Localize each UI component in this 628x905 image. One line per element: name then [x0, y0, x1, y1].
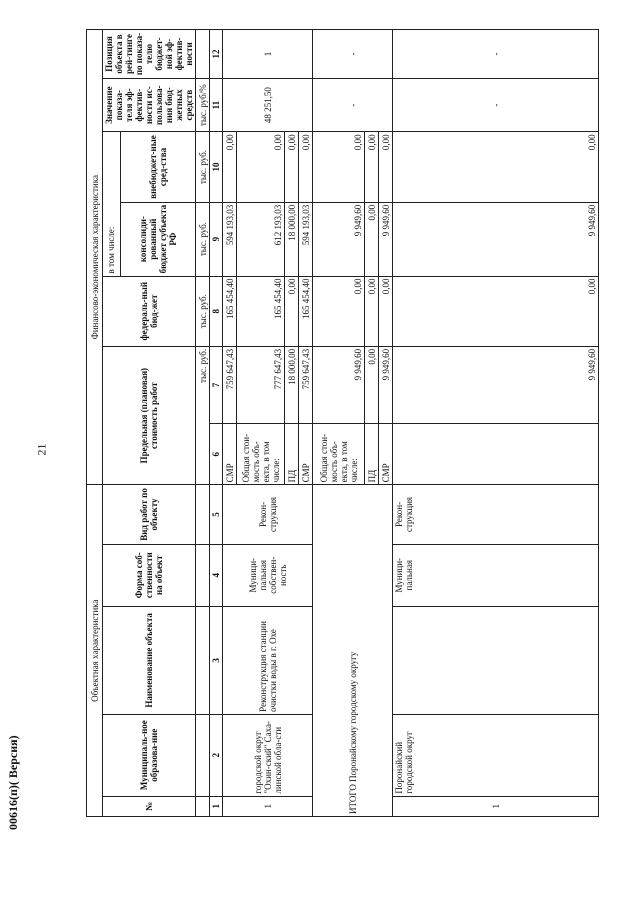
colnum: 8 [210, 276, 223, 346]
header-federal: федераль-ный бюд-жет [103, 276, 196, 346]
line-regional: 9 949,60 [313, 202, 365, 276]
header-cost: Предельная (плановая) стоимость работ [103, 346, 196, 485]
page-number: 21 [34, 443, 49, 456]
row-work-type: Рекон-струкция [393, 485, 599, 544]
line-offbudget: 0,00 [393, 132, 599, 202]
line-regional: 9 949,60 [379, 202, 393, 276]
line-cost: 9 949,60 [379, 346, 393, 423]
line-cost: 9 949,60 [393, 346, 599, 423]
row-municipality: городской округ "Охин-ский" Саха-линской обла-сти [223, 714, 313, 796]
line-offbudget: 0,00 [223, 132, 237, 202]
header-work-type: Вид работ по объекту [103, 485, 196, 544]
total-label: ИТОГО Поронайскому городскому округу [313, 485, 393, 817]
colnum: 9 [210, 202, 223, 276]
line-regional: 9 949,60 [393, 202, 599, 276]
line-federal: 0,00 [379, 276, 393, 346]
unit-indicator: тыс. руб/% [196, 78, 210, 131]
document-code: 00616(п)( Версия) [6, 735, 20, 830]
line-cost: 759 647,43 [299, 346, 313, 423]
header-position: Позиция объекта в рей-тинге по показа-телю бюджет-ной эф-фектив-ности [103, 30, 196, 79]
colnum: 12 [210, 30, 223, 79]
line-federal: 165 454,40 [237, 276, 285, 346]
colnum: 2 [210, 714, 223, 796]
line-label: СМР [379, 424, 393, 485]
header-fin-char: Финансово-экономическая характеристика [87, 30, 103, 485]
line-cost: 0,00 [365, 346, 379, 423]
line-regional: 594 193,03 [223, 202, 237, 276]
unit-cost: тыс. руб. [196, 346, 210, 485]
header-ownership: Форма соб-ственности на объект [103, 544, 196, 606]
line-label: ПД [285, 424, 299, 485]
row-num: 1 [223, 796, 313, 816]
line-cost: 18 000,00 [285, 346, 299, 423]
unit-federal: тыс. руб. [196, 276, 210, 346]
header-regional: консолиди-рованный бюджет субъекта РФ [120, 202, 195, 276]
line-regional: 18 000,00 [285, 202, 299, 276]
line-offbudget: 0,00 [365, 132, 379, 202]
header-offbudget: внебюджет-ные сред-ства [120, 132, 195, 202]
colnum: 11 [210, 78, 223, 131]
line-cost: 9 949,60 [313, 346, 365, 423]
line-regional: 0,00 [365, 202, 379, 276]
unit-offbudget: тыс. руб. [196, 132, 210, 202]
line-label: СМР [223, 424, 237, 485]
line-offbudget: 0,00 [299, 132, 313, 202]
total-position: - [313, 30, 393, 79]
row-num: 1 [393, 796, 599, 816]
row-ownership: Муници-пальная [393, 544, 599, 606]
row-indicator: - [393, 78, 599, 131]
colnum: 6 [210, 424, 223, 485]
line-federal: 165 454,40 [223, 276, 237, 346]
header-object-name: Наименование объекта [103, 606, 196, 714]
investment-table-rotated [86, 29, 599, 817]
colnum: 10 [210, 132, 223, 202]
line-label: Общая стои-мость объ-екта, в том числе: [237, 424, 285, 485]
line-federal: 0,00 [365, 276, 379, 346]
row-municipality: Поронайский городской округ [393, 714, 599, 796]
header-object-char: Объектная характеристика [87, 485, 103, 817]
line-cost: 759 647,43 [223, 346, 237, 423]
row-object: Реконструкция станции очистки воды в г. Охе [223, 606, 313, 714]
header-num: № [103, 796, 196, 816]
row-indicator: 48 251,50 [223, 78, 313, 131]
colnum: 1 [210, 796, 223, 816]
colnum: 3 [210, 606, 223, 714]
total-indicator: - [313, 78, 393, 131]
row-work-type: Рекон-струкция [223, 485, 313, 544]
row-position: - [393, 30, 599, 79]
header-municipality: Муниципаль-ное образова-ние [103, 714, 196, 796]
line-label: ПД [365, 424, 379, 485]
line-offbudget: 0,00 [313, 132, 365, 202]
colnum: 5 [210, 485, 223, 544]
unit-regional: тыс. руб. [196, 202, 210, 276]
line-federal: 0,00 [285, 276, 299, 346]
line-federal: 0,00 [393, 276, 599, 346]
line-offbudget: 0,00 [379, 132, 393, 202]
header-incl: в том числе: [103, 132, 121, 276]
line-federal: 165 454,40 [299, 276, 313, 346]
header-indicator: Значение показа-теля эф-фектив-ности ис-пользова-ния бюд-жетных средств [103, 78, 196, 131]
line-label: СМР [299, 424, 313, 485]
line-label: Общая стои-мость объ-екта, в том числе: [313, 424, 365, 485]
line-offbudget: 0,00 [237, 132, 285, 202]
line-cost: 777 647,43 [237, 346, 285, 423]
line-offbudget: 0,00 [285, 132, 299, 202]
colnum: 7 [210, 346, 223, 423]
line-regional: 594 193,03 [299, 202, 313, 276]
row-position: 1 [223, 30, 313, 79]
row-ownership: Муници-пальная собствен-ность [223, 544, 313, 606]
line-federal: 0,00 [313, 276, 365, 346]
investment-table [86, 29, 599, 817]
line-regional: 612 193,03 [237, 202, 285, 276]
colnum: 4 [210, 544, 223, 606]
